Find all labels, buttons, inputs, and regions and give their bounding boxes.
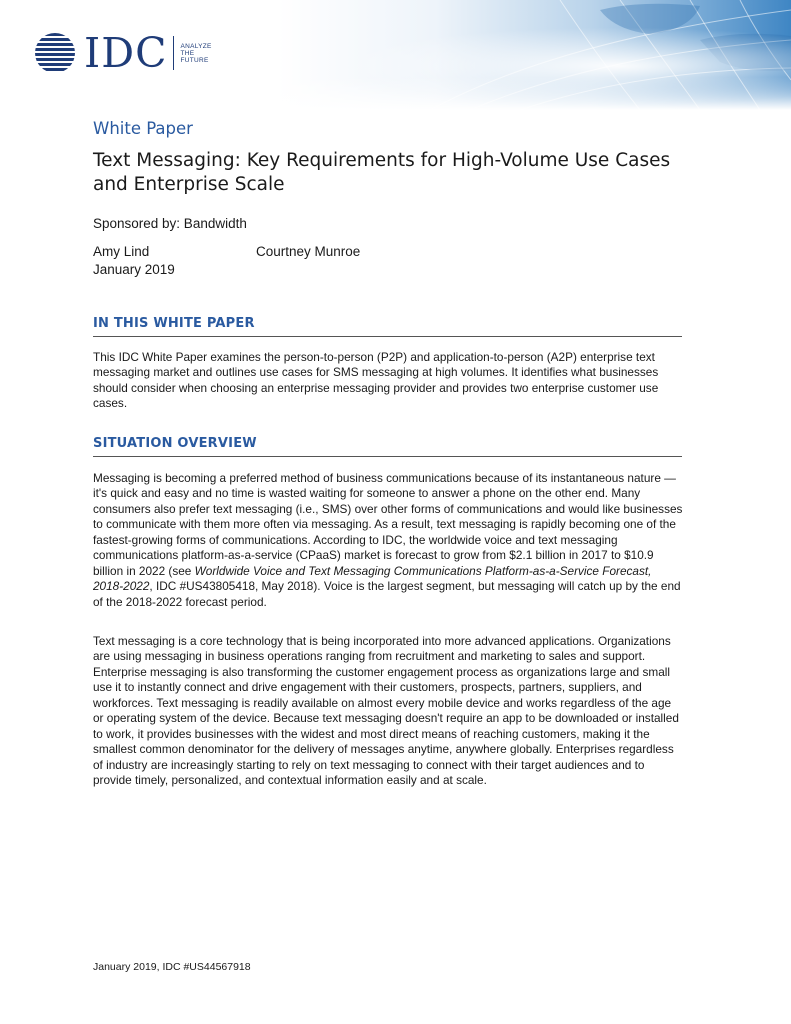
document-title <box>93 149 693 197</box>
overview-paragraph-2: Text messaging is a core technology that is being incorporated into more advanced applications. Organizations are using messaging in business operations ranging from recruitment and marketing to sales and support. Enterprise messaging is also transforming the customer engagement process as organizations large and small use it to instantly connect and drive engagement with their customers, prospects, partners, suppliers, and workforces. Text messaging is readily available on almost every mobile device and works regardless of the age or operating system of the device. Because text messaging doesn't require an app to be downloaded or installed to work, it provides businesses with the widest and most direct means of reaching customers, making it the smallest common denominator for the delivery of messages anytime, anywhere globally. Enterprises regardless of industry are increasingly starting to rely on text messaging to connect with their target audiences and to provide timely, personalized, and contextual information easily and at scale. <box>93 634 679 788</box>
logo-divider <box>173 36 174 70</box>
tagline-line: FUTURE <box>180 56 209 64</box>
section-heading-situation-overview: SITUATION OVERVIEW <box>93 436 682 457</box>
sponsor-line: Sponsored by: Bandwidth <box>93 216 247 231</box>
page-footer: January 2019, IDC #US44567918 <box>93 961 251 973</box>
author-name: Courtney Munroe <box>256 244 361 259</box>
header-banner <box>0 0 791 110</box>
author-column <box>93 243 175 279</box>
tagline-line: THE <box>180 49 195 57</box>
tagline-line: ANALYZE <box>180 42 212 50</box>
idc-logo <box>34 29 212 77</box>
logo-wordmark: IDC <box>84 29 168 77</box>
paragraph-text: Messaging is becoming a preferred method of business communications because of its instantaneous nature — it's quick and easy and no time is wasted waiting for someone to answer a phone on the other end. Many consumers also prefer text messaging (i.e., SMS) over other forms of communications and would like businesses to communicate with them more often via messaging. As a result, text messaging is rapidly becoming one of the fastest-growing forms of communications. According to IDC, the worldwide voice and text messaging communications platform-as-a-service (CPaaS) market is forecast to grow from $2.1 billion in 2017 to $10.9 billion in 2022 (see <box>93 471 683 578</box>
overview-paragraph-1 <box>93 471 683 610</box>
title-line: and Enterprise Scale <box>93 174 285 195</box>
author-name: Amy Lind <box>93 244 150 259</box>
author-column <box>256 243 360 261</box>
idc-globe-icon <box>34 32 76 74</box>
document-type: White Paper <box>93 119 193 138</box>
publication-date: January 2019 <box>93 262 175 277</box>
intro-paragraph: This IDC White Paper examines the person-to-person (P2P) and application-to-person (A2P) enterprise text messaging market and outlines use cases for SMS messaging at high volumes. It identifies what businesses should consider when choosing an enterprise messaging provider and provides two enterprise customer use cases. <box>93 350 659 411</box>
paragraph-text: , IDC #US43805418, May 2018). Voice is the largest segment, but messaging will catch up by the end of the 2018-2022 forecast period. <box>93 579 681 609</box>
logo-tagline <box>180 43 211 64</box>
title-line: Text Messaging: Key Requirements for High-Volume Use Cases <box>93 150 671 171</box>
report-citation: Worldwide Voice and Text Messaging Communications Platform-as-a-Service Forecast, 2018-2022 <box>93 563 652 594</box>
section-heading-in-this-paper: IN THIS WHITE PAPER <box>93 316 682 337</box>
